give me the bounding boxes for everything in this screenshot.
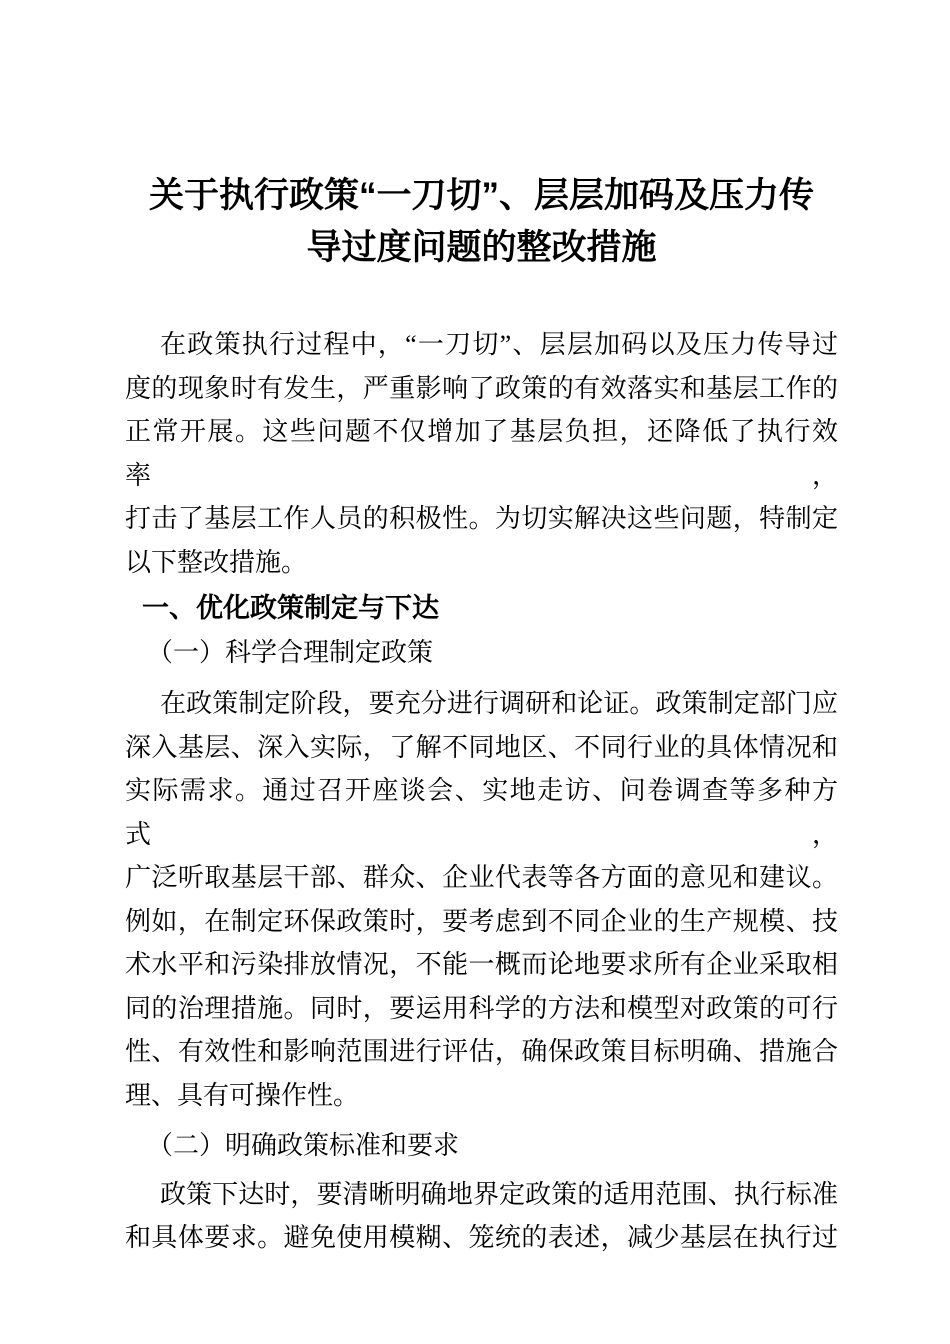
- title-line-2: 导过度问题的整改措施: [306, 228, 657, 267]
- paragraph-line: 广泛听取基层干部、群众、企业代表等各方面的意见和建议。: [125, 863, 838, 892]
- paragraph-line: 深入基层、深入实际，了解不同地区、不同行业的具体情况和: [125, 732, 838, 762]
- paragraph-line: 性、有效性和影响范围进行评估，确保政策目标明确、措施合: [125, 1037, 838, 1066]
- paragraph-line: 例如，在制定环保政策时，要考虑到不同企业的生产规模、技: [125, 906, 838, 936]
- paragraph-line: 同的治理措施。同时，要运用科学的方法和模型对政策的可行: [125, 993, 838, 1023]
- paragraph-line: 实际需求。通过召开座谈会、实地走访、问卷调查等多种方式，: [125, 776, 838, 849]
- subsection-1-paragraph: [125, 682, 838, 1117]
- paragraph-line: 正常开展。这些问题不仅增加了基层负担，还降低了执行效率，: [125, 417, 838, 490]
- subsection-2-heading: （二）明确政策标准和要求: [147, 1131, 460, 1160]
- document-title: [125, 170, 838, 274]
- title-line-1: 关于执行政策“一刀切”、层层加码及压力传: [148, 176, 814, 215]
- intro-paragraph: [125, 323, 838, 584]
- paragraph-line: 打击了基层工作人员的积极性。为切实解决这些问题，特制定: [125, 504, 838, 533]
- paragraph-line: 术水平和污染排放情况，不能一概而论地要求所有企业采取相: [125, 950, 838, 979]
- paragraph-line: 和具体要求。避免使用模糊、笼统的表述，减少基层在执行过: [125, 1223, 838, 1252]
- document-content: [125, 0, 838, 1260]
- paragraph-line: 度的现象时有发生，严重影响了政策的有效落实和基层工作的: [125, 373, 838, 403]
- paragraph-line: 在政策制定阶段，要充分进行调研和论证。政策制定部门应: [160, 689, 838, 718]
- paragraph-line: 在政策执行过程中，“一刀切”、层层加码以及压力传导过: [160, 330, 838, 359]
- subsection-1-heading: （一）科学合理制定政策: [147, 637, 434, 667]
- subsection-2-paragraph: [125, 1173, 838, 1260]
- paragraph-line: 以下整改措施。: [125, 547, 308, 577]
- section-1-heading: 一、优化政策制定与下达: [142, 593, 439, 623]
- paragraph-line: 理、具有可操作性。: [125, 1080, 360, 1110]
- paragraph-line: 政策下达时，要清晰明确地界定政策的适用范围、执行标准: [160, 1179, 838, 1209]
